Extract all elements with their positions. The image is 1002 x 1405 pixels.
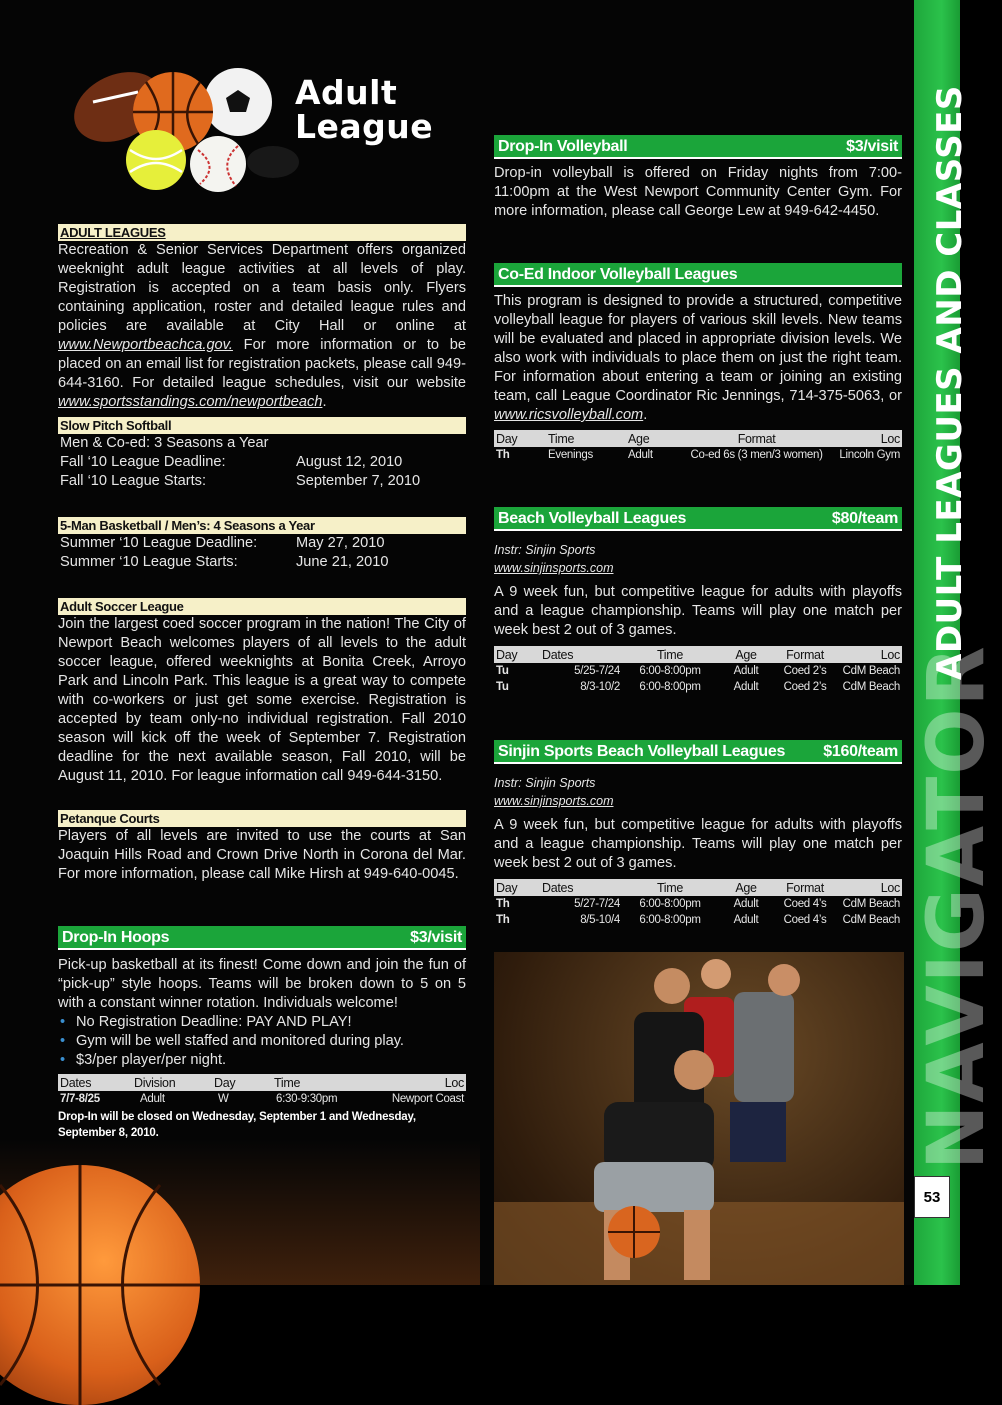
navigator-watermark: NAVIGATOR	[912, 644, 1002, 1170]
sinjinsports-link[interactable]: www.sinjinsports.com	[494, 794, 614, 808]
table-cell: 8/5-10/4	[580, 914, 620, 926]
coed-volleyball-body	[494, 292, 902, 425]
table-cell: CdM Beach	[842, 914, 900, 926]
section-heading: Slow Pitch Softball	[58, 417, 466, 434]
price-label: $3/visit	[410, 929, 462, 946]
section-heading-bar	[494, 135, 902, 159]
column-header: Loc	[831, 430, 902, 447]
table-cell: CdM Beach	[842, 898, 900, 910]
beach-volleyball-body: A 9 week fun, but competitive league for adults with playoffs and a league championship. Teams will play one match per week best 2 out of 3 games.	[494, 584, 902, 638]
table-cell: CdM Beach	[842, 681, 900, 693]
section-heading: Beach Volleyball Leagues	[498, 510, 687, 527]
hoops-bullet-list	[58, 1013, 466, 1070]
price-label: $3/visit	[846, 138, 898, 155]
column-header: Time	[622, 646, 718, 663]
column-header: Time	[622, 879, 718, 896]
section-heading: Drop-In Volleyball	[498, 138, 628, 155]
hoops-body: Pick-up basketball at its finest! Come down and join the fun of “pick-up” style hoops. Teams will be broken down to 5 on 5 with a constant winner rotation. Individuals welcome!	[58, 957, 466, 1011]
table-cell: Th	[496, 914, 510, 926]
row-value: June 21, 2010	[296, 554, 389, 570]
hoops-schedule-table	[58, 1074, 466, 1107]
body-text: Recreation & Senior Services Department offers organized weeknight adult league activities at all levels of play. Registration is accepted on a team basis only. Flyers containing application, roster and detailed league rules and policies are available at City Hall or online at	[58, 242, 466, 334]
table-cell: Adult	[733, 914, 759, 926]
table-cell: 6:00-8:00pm	[639, 681, 701, 693]
row-label: Fall ‘10 League Starts:	[60, 473, 207, 489]
table-cell: 6:00-8:00pm	[639, 898, 701, 910]
table-cell: Lincoln Gym	[839, 449, 900, 461]
table-cell: Coed 2’s	[783, 681, 827, 693]
row-value: May 27, 2010	[296, 535, 385, 551]
table-row	[58, 1091, 466, 1107]
column-header: Format	[774, 646, 836, 663]
table-cell: Adult	[628, 449, 653, 461]
section-heading-bar	[58, 926, 466, 950]
table-cell: 5/25-7/24	[574, 665, 620, 677]
table-cell: Adult	[733, 681, 759, 693]
column-header: Day	[494, 430, 546, 447]
softball-row	[58, 453, 466, 472]
table-cell: Newport Coast	[391, 1093, 464, 1105]
beach-volleyball-section	[494, 507, 902, 695]
list-item: • No Registration Deadline: PAY AND PLAY!	[58, 1013, 466, 1032]
sports-balls-illustration	[68, 62, 298, 202]
sportsstandings-link[interactable]: www.sportsstandings.com/newportbeach	[58, 394, 323, 410]
column-header: Time	[272, 1074, 363, 1091]
table-cell: Adult	[140, 1093, 165, 1105]
list-item: • $3/per player/per night.	[58, 1051, 466, 1070]
column-header: Loc	[836, 646, 902, 663]
section-heading: Sinjin Sports Beach Volleyball Leagues	[498, 743, 786, 760]
sinjin-volleyball-section	[494, 740, 902, 928]
dropin-volleyball-body: Drop-in volleyball is offered on Friday nights from 7:00-11:00pm at the West Newport Community Center Gym. For more information, please call George Lew at 949-642-4450.	[494, 165, 902, 219]
table-cell: 6:00-8:00pm	[639, 665, 701, 677]
dropin-volleyball-section	[494, 135, 902, 221]
body-text: For more information or to be placed on an email list for registration packets, please call 949-644-3160. For detailed league schedules, visit our website	[58, 337, 466, 391]
table-cell: 6:30-9:30pm	[276, 1093, 338, 1105]
table-cell: Coed 4’s	[783, 914, 827, 926]
adult-leagues-section	[58, 224, 466, 412]
column-header: Day	[212, 1074, 272, 1091]
softball-row	[58, 472, 466, 491]
table-cell: Adult	[733, 898, 759, 910]
column-header: Division	[132, 1074, 212, 1091]
beach-volleyball-schedule-table	[494, 646, 902, 695]
column-header: Dates	[58, 1074, 132, 1091]
row-label: Summer ‘10 League Deadline:	[60, 535, 258, 551]
softball-line: Men & Co-ed: 3 Seasons a Year	[60, 435, 269, 451]
section-title-vertical: ADULT LEAGUES AND CLASSES	[930, 85, 970, 680]
page-number: 53	[914, 1176, 950, 1218]
ricsvolleyball-link[interactable]: www.ricsvolleyball.com	[494, 407, 644, 423]
instructor-label: Instr: Sinjin Sports	[494, 543, 596, 557]
table-cell: CdM Beach	[842, 665, 900, 677]
row-label: Fall ‘10 League Deadline:	[60, 454, 226, 470]
page-title	[295, 73, 434, 146]
table-cell: 7/7-8/25	[60, 1093, 100, 1105]
table-cell: Evenings	[548, 449, 593, 461]
row-label: Summer ‘10 League Starts:	[60, 554, 238, 570]
column-header: Format	[682, 430, 831, 447]
table-cell: Tu	[496, 681, 509, 693]
table-row	[494, 447, 902, 463]
basketball-players-photo	[494, 952, 904, 1285]
body-text: .	[322, 394, 327, 410]
body-text: .	[643, 407, 648, 423]
basketball-decoration	[0, 1165, 200, 1405]
sinjin-volleyball-schedule-table	[494, 879, 902, 928]
table-cell: Coed 4’s	[783, 898, 827, 910]
table-row	[494, 912, 902, 928]
section-heading: 5-Man Basketball / Men’s: 4 Seasons a Year	[58, 517, 466, 534]
section-heading-bar	[494, 740, 902, 764]
section-heading: Petanque Courts	[58, 810, 466, 827]
row-value: September 7, 2010	[296, 473, 421, 489]
petanque-body: Players of all levels are invited to use the courts at San Joaquin Hills Road and Crown Drive North in Corona del Mar. For more information, please call Mike Hirsh at 949-640-0045.	[58, 828, 466, 882]
column-header: Time	[546, 430, 626, 447]
section-heading: ADULT LEAGUES	[58, 224, 466, 241]
section-heading: Adult Soccer League	[58, 598, 466, 615]
soccer-section	[58, 598, 466, 786]
body-text: This program is designed to provide a structured, competitive volleyball league for players of various skill levels. New teams will be evaluated and placed in appropriate division levels. We also work with individuals to place them on just the right team. For information about entering a team or joining an existing team, call League Coordinator Ric Jennings, 714-375-5063, or	[494, 293, 902, 404]
page-title-line2: League	[295, 107, 434, 146]
basketball-section	[58, 517, 466, 572]
table-cell: 5/27-7/24	[574, 898, 620, 910]
table-cell: Co-ed 6s (3 men/3 women)	[690, 449, 823, 461]
basketball-row	[58, 534, 466, 553]
table-cell: Tu	[496, 665, 509, 677]
table-cell: Th	[496, 898, 510, 910]
column-header: Day	[494, 646, 540, 663]
table-cell: Adult	[733, 665, 759, 677]
column-header: Dates	[540, 879, 622, 896]
table-row	[494, 679, 902, 695]
table-cell: 6:00-8:00pm	[639, 914, 701, 926]
section-heading: Drop-In Hoops	[62, 929, 170, 946]
softball-section	[58, 417, 466, 491]
table-cell: W	[218, 1093, 229, 1105]
column-header: Age	[718, 879, 774, 896]
column-header: Age	[718, 646, 774, 663]
table-row	[494, 896, 902, 912]
section-heading: Co-Ed Indoor Volleyball Leagues	[498, 266, 738, 283]
hoops-section	[58, 926, 466, 1141]
table-cell: Coed 2’s	[783, 665, 827, 677]
sinjin-volleyball-body: A 9 week fun, but competitive league for adults with playoffs and a league championship. Teams will play one match per week best 2 out of 3 games.	[494, 817, 902, 871]
hoops-closure-note: Drop-In will be closed on Wednesday, September 1 and Wednesday, September 8, 2010.	[58, 1111, 416, 1139]
basketball-row	[58, 553, 466, 572]
newport-link[interactable]: www.Newportbeachca.gov.	[58, 337, 233, 353]
column-header: Format	[774, 879, 836, 896]
instructor-label: Instr: Sinjin Sports	[494, 776, 596, 790]
petanque-section	[58, 810, 466, 884]
coed-volleyball-section	[494, 263, 902, 463]
soccer-body: Join the largest coed soccer program in the nation! The City of Newport Beach welcomes players of all levels to the adult soccer league, offered weeknights at Bonita Creek, Arroyo Park and Lincoln Park. This league is a great way to compete with co-workers or just get some exercise. Registration is accepted by team only-no individual registration. Fall 2010 season will kick off the week of September 7. Registration deadline for the next available season, Fall 2010, will be August 11, 2010. For league information call 949-644-3150.	[58, 616, 466, 784]
column-header: Loc	[836, 879, 902, 896]
table-row	[494, 663, 902, 679]
table-cell: Th	[496, 449, 510, 461]
column-header: Dates	[540, 646, 622, 663]
list-item: • Gym will be well staffed and monitored during play.	[58, 1032, 466, 1051]
column-header: Loc	[363, 1074, 466, 1091]
page-title-line1: Adult	[295, 73, 398, 112]
sinjinsports-link[interactable]: www.sinjinsports.com	[494, 561, 614, 575]
section-heading-bar	[494, 507, 902, 531]
adult-leagues-body	[58, 241, 466, 412]
table-cell: 8/3-10/2	[580, 681, 620, 693]
coed-volleyball-schedule-table	[494, 430, 902, 463]
price-label: $160/team	[823, 743, 898, 760]
column-header: Age	[626, 430, 682, 447]
column-header: Day	[494, 879, 540, 896]
price-label: $80/team	[831, 510, 898, 527]
row-value: August 12, 2010	[296, 454, 403, 470]
section-heading-bar	[494, 263, 902, 287]
